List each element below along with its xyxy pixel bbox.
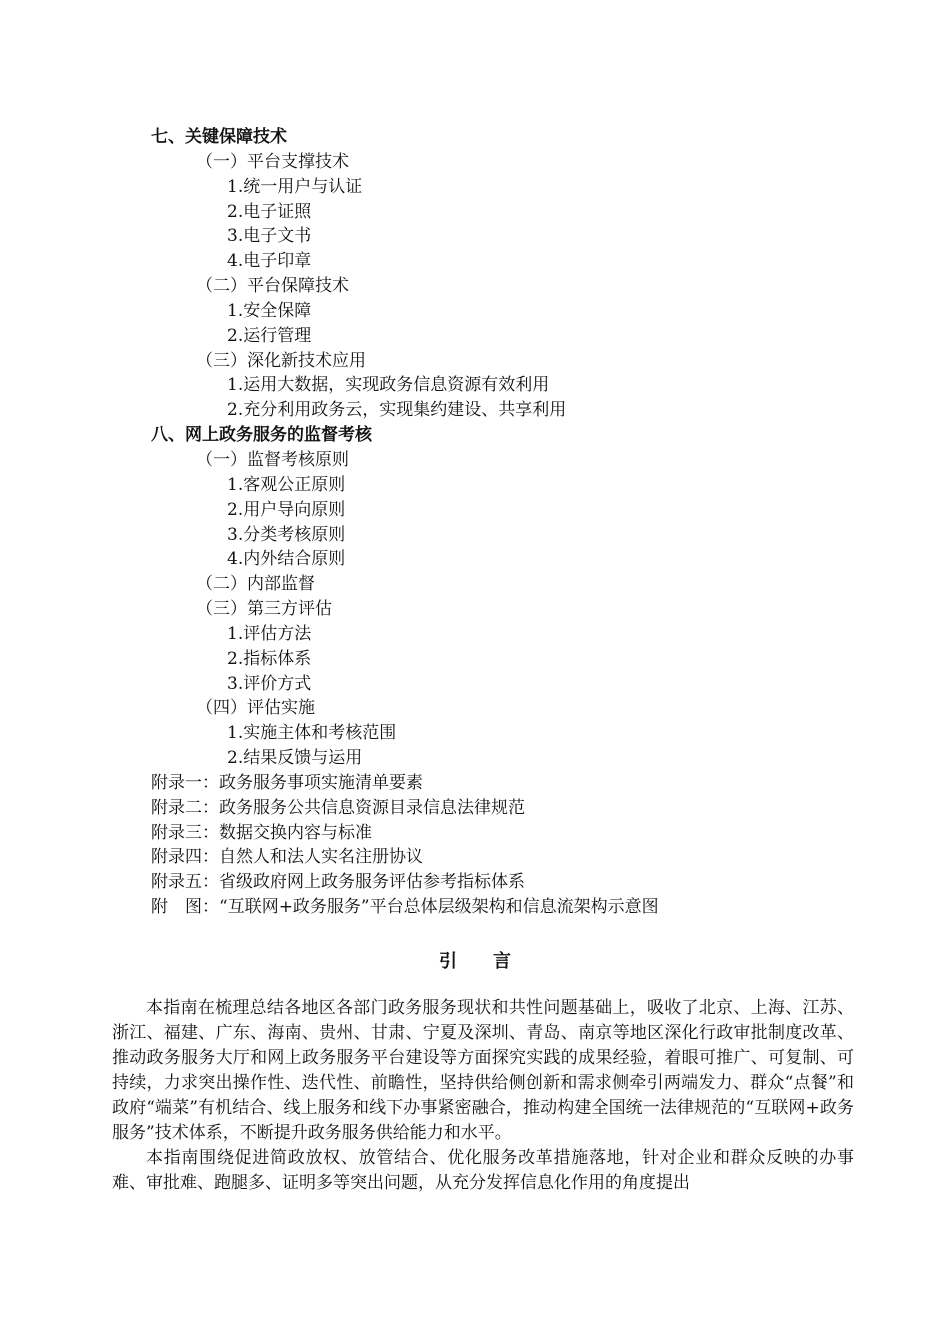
toc-section: （二）平台保障技术 — [196, 276, 349, 297]
toc-item: 4.电子印章 — [227, 251, 312, 272]
toc-item: 2.用户导向原则 — [227, 499, 346, 520]
toc-item: 1.统一用户与认证 — [227, 176, 363, 197]
toc-item: 1.安全保障 — [227, 300, 312, 321]
toc-appendix: 附录一：政务服务事项实施清单要素 — [151, 772, 423, 793]
toc-item: 2.充分利用政务云，实现集约建设、共享利用 — [227, 400, 567, 421]
toc-item: 3.分类考核原则 — [227, 524, 346, 545]
toc-section: （三）深化新技术应用 — [196, 350, 366, 371]
toc-chapter: 八、网上政务服务的监督考核 — [151, 425, 372, 446]
intro-body — [112, 996, 854, 1196]
toc-appendix: 附录五：省级政府网上政务服务评估参考指标体系 — [151, 872, 525, 893]
toc-item: 3.电子文书 — [227, 226, 312, 247]
toc-item: 1.评估方法 — [227, 623, 312, 644]
intro-paragraph-2: 本指南围绕促进简政放权、放管结合、优化服务改革措施落地，针对企业和群众反映的办事难、审批难、跑腿多、证明多等突出问题，从充分发挥信息化作用的角度提出 — [112, 1148, 854, 1193]
toc-appendix: 附录三：数据交换内容与标准 — [151, 822, 372, 843]
toc-item: 3.评价方式 — [227, 673, 312, 694]
toc-item: 1.客观公正原则 — [227, 474, 346, 495]
toc-section: （四）评估实施 — [196, 698, 315, 719]
toc-item: 1.运用大数据，实现政务信息资源有效利用 — [227, 375, 550, 396]
toc-item: 4.内外结合原则 — [227, 549, 346, 570]
toc-item: 2.指标体系 — [227, 648, 312, 669]
toc-appendix: 附录四：自然人和法人实名注册协议 — [151, 847, 423, 868]
intro-heading: 引言 — [439, 951, 547, 972]
intro-paragraph-1: 本指南在梳理总结各地区各部门政务服务现状和共性问题基础上，吸收了北京、上海、江苏、浙江、福建、广东、海南、贵州、甘肃、宁夏及深圳、青岛、南京等地区深化行政审批制度改革、推动政务服务大厅和网上政务服务平台建设等方面探究实践的成果经验，着眼可推广、可复制、可持续，力求突出操作性、迭代性、前瞻性，坚持供给侧创新和需求侧牵引两端发力、群众“点餐”和政府“端菜”有机结合、线上服务和线下办事紧密融合，推动构建全国统一法律规范的“互联网+政务服务”技术体系，不断提升政务服务供给能力和水平。 — [112, 998, 854, 1143]
table-of-contents — [0, 125, 950, 920]
toc-item: 2.运行管理 — [227, 325, 312, 346]
toc-appendix: 附录二：政务服务公共信息资源目录信息法律规范 — [151, 797, 525, 818]
toc-section: （一）平台支撑技术 — [196, 151, 349, 172]
toc-section: （三）第三方评估 — [196, 599, 332, 620]
toc-item: 1.实施主体和考核范围 — [227, 723, 397, 744]
toc-appendix: 附 图：“互联网+政务服务”平台总体层级架构和信息流架构示意图 — [151, 897, 659, 918]
toc-section: （二）内部监督 — [196, 574, 315, 595]
toc-chapter: 七、关键保障技术 — [151, 127, 287, 147]
toc-item: 2.电子证照 — [227, 201, 312, 222]
toc-item: 2.结果反馈与运用 — [227, 748, 363, 769]
toc-section: （一）监督考核原则 — [196, 449, 349, 470]
